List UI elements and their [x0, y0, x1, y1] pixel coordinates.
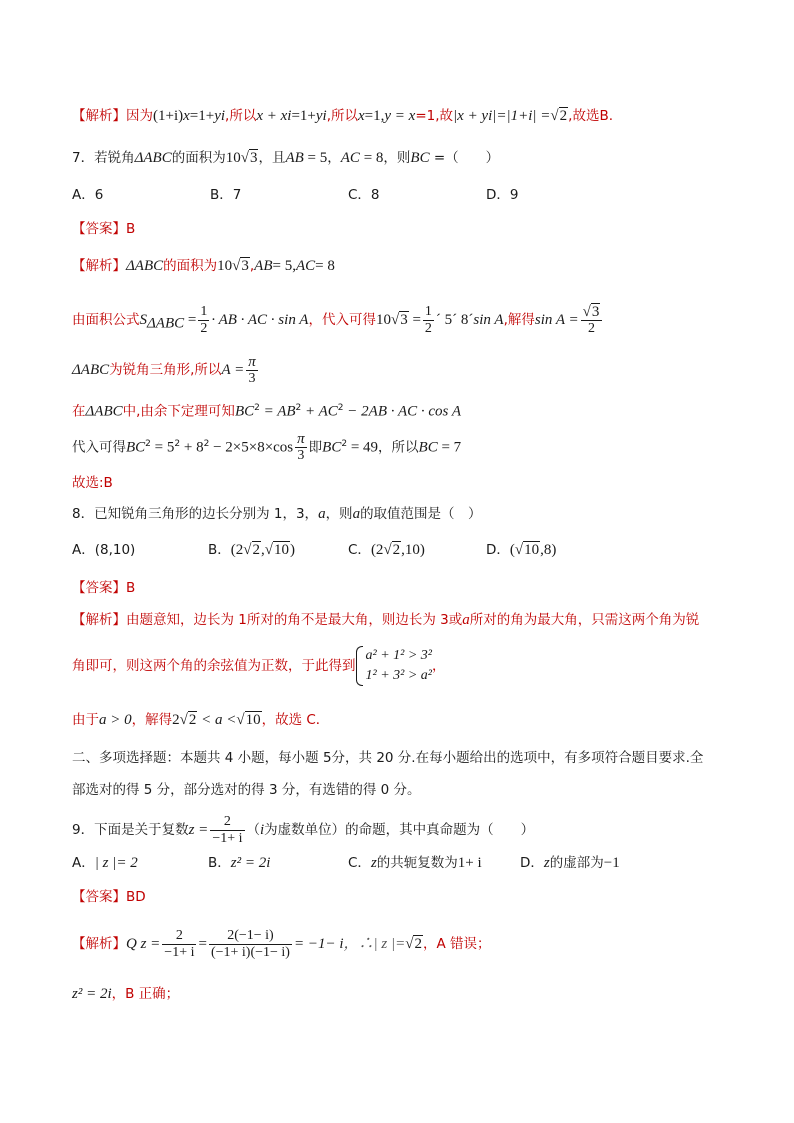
option-d: D．(√10,8): [486, 542, 557, 558]
section-2-heading-line-1: 二、多项选择题：本题共 4 小题，每小题 5分，共 20 分.在每小题给出的选项中，有多项符合题目要求.全: [72, 750, 704, 766]
option-a: A．| z |= 2: [72, 855, 138, 871]
option-b: B．(2√2,√10): [208, 542, 295, 558]
answer-8: 【答案】B: [72, 580, 136, 596]
explanation-8-line-2: 角即可，则这两个角的余弦值为正数，于此得到 a² + 1² > 3² 1² + 3² > a² ，: [72, 644, 734, 688]
question-9: 9．下面是关于复数z = $\frac{2}{-1+ i}$ （i为虚数单位）的命题，其中真命题为（ ）: [72, 813, 535, 846]
option-d: D．z的虚部为−1: [520, 855, 620, 871]
explanation-7-line-4: 在ΔABC中,由余下定理可知$BC^2 = AB^2 + AC^2 - 2AB$ · AC · cos A: [72, 403, 462, 420]
option-b: B．z² = 2i: [208, 855, 271, 871]
question-7: 7．若锐角ΔABC的面积为10√3，且AB = 5，AC = 8，则BC =（ ）: [72, 150, 500, 166]
explanation-9-line-1: 【解析】Q z = $\frac{2}{-1+ i}$ = $\frac{2(-1- i)}{(-1+ i)(-1- i)}$ = −1− i，∴| z |=√2，A 错误；: [72, 927, 491, 960]
explanation-9-line-2: z² = 2i，B 正确；: [72, 986, 180, 1002]
option-c: C．z的共轭复数为1+ i: [348, 855, 482, 871]
option-a: A．6: [72, 187, 104, 203]
option-c: C．(2√2,10): [348, 542, 425, 558]
answer-7: 【答案】B: [72, 221, 136, 237]
section-2-heading-line-2: 部选对的得 5 分，部分选对的得 3 分，有选错的得 0 分。: [72, 782, 421, 798]
explanation-q6: 【解析】因为(1+i)x=1+yi,所以x + xi=1+yi,所以x=1,y = x=1,故|x + yi|=|1+i| =√2,故选B.: [72, 108, 614, 124]
explanation-tag: 【解析】: [72, 108, 126, 124]
option-d: D．9: [486, 187, 519, 203]
answer-9: 【答案】BD: [72, 889, 146, 905]
option-b: B．7: [210, 187, 242, 203]
question-8: 8．已知锐角三角形的边长分别为 1，3，a，则a的取值范围是（ ）: [72, 506, 482, 522]
explanation-7-line-2: 由面积公式$S_{\Delta ABC}$ = $\frac{1}{2}$ · AB · AC · sin A，代入可得10√3 = $\frac{1}{2}$ ´ 5´ 8´sin A,解得sin A = $\frac{√3}{2}$: [72, 300, 734, 344]
explanation-7-line-3: ΔABC为锐角三角形,所以A = $\frac{\pi}{3}$: [72, 353, 256, 386]
explanation-7-line-1: 【解析】ΔABC的面积为10√3,AB= 5,AC= 8: [72, 258, 335, 274]
explanation-7-line-5: 代入可得$BC^2 = 5^2 + 8^2 - 2\times 5\times 8\times\cos$ $\frac{\pi}{3}$ 即$BC^2 = 49$，所以BC = 7: [72, 431, 462, 463]
explanation-8-line-3: 由于a > 0，解得2√2 < a <√10，故选 C．: [72, 712, 330, 728]
option-a: A．(8,10): [72, 542, 136, 558]
explanation-8-line-1: 【解析】由题意知，边长为 1所对的角不是最大角，则边长为 3或a所对的角为最大角，只需这两个角为锐: [72, 612, 700, 628]
explanation-7-line-6: 故选:B: [72, 475, 113, 491]
option-c: C．8: [348, 187, 380, 203]
